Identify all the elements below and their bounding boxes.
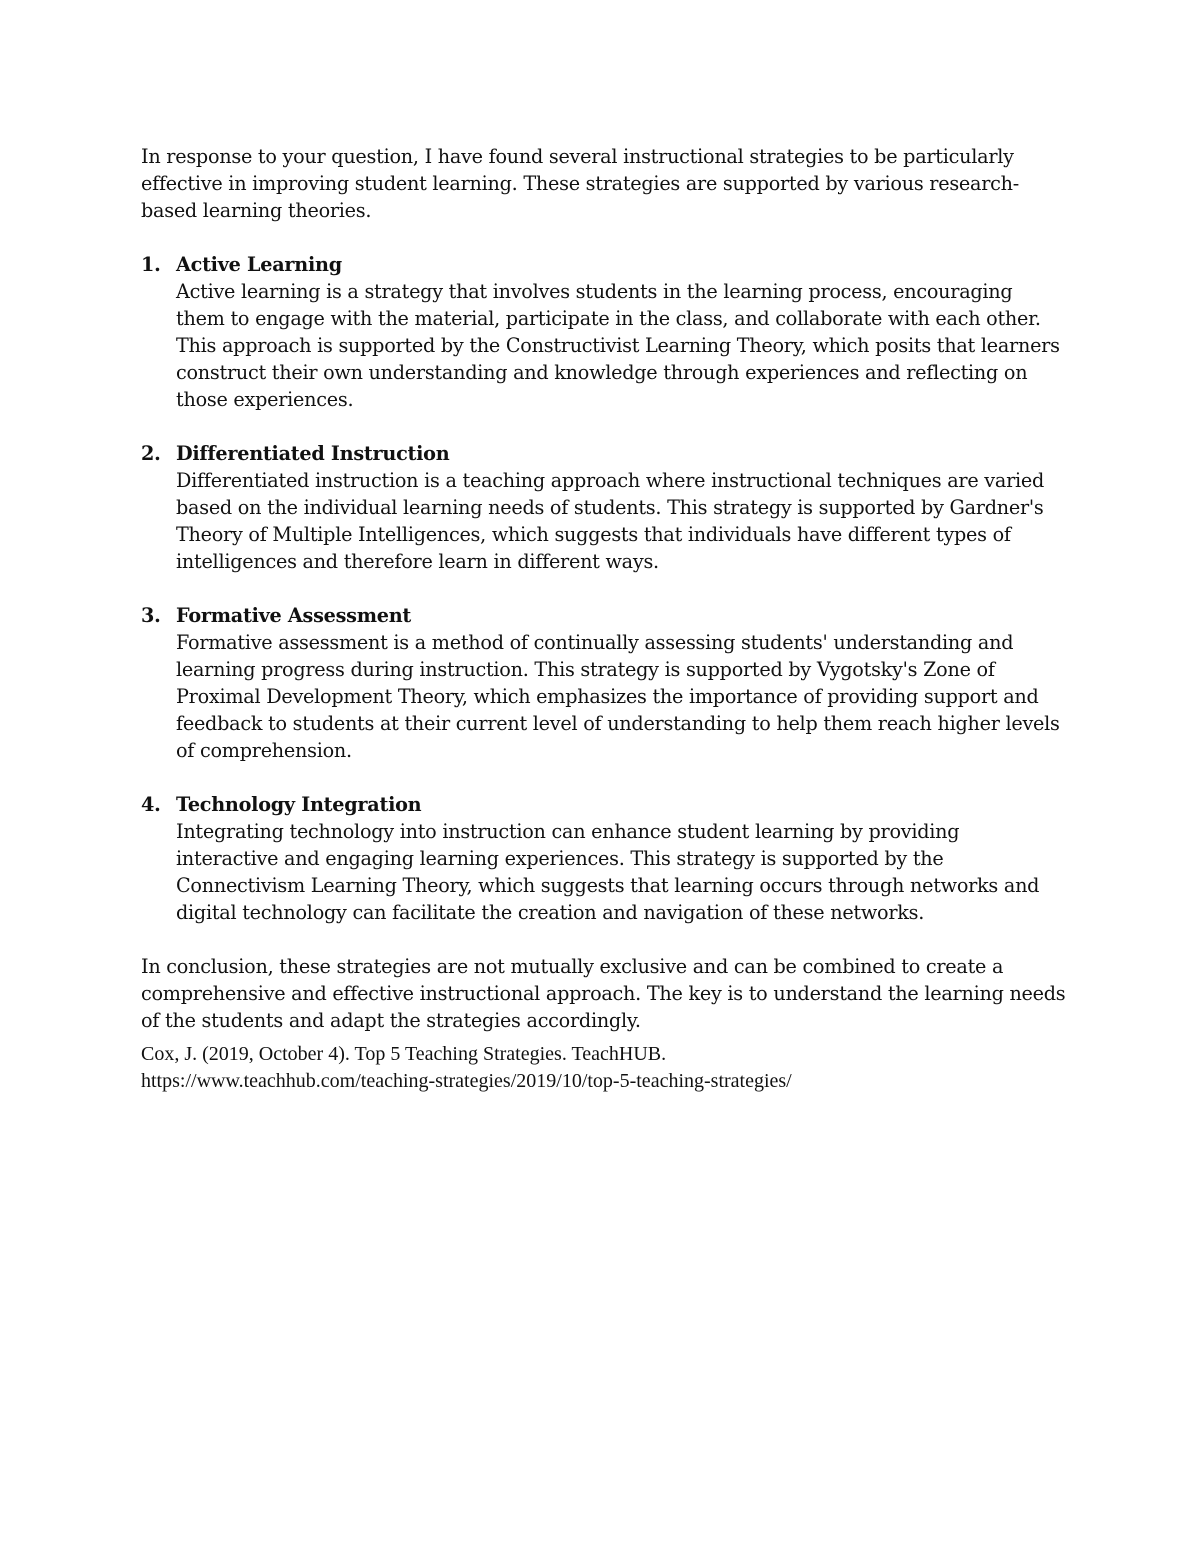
citation <box>141 1041 1066 1095</box>
document-body <box>141 143 1066 1095</box>
strategy-heading: Differentiated Instruction <box>176 442 450 465</box>
strategy-description: Active learning is a strategy that involves students in the learning process, encouraging them to engage with the material, participate in the class, and collaborate with each other. This approach is supported by the Constructivist Learning Theory, which posits that learners construct their own understanding and knowledge through experiences and reflecting on those experiences. <box>176 280 1060 411</box>
list-number: 4. <box>141 793 161 816</box>
intro-paragraph: In response to your question, I have found several instructional strategies to be particularly effective in improving student learning. These strategies are supported by various research-based learning theories. <box>141 145 1019 222</box>
strategy-list <box>141 251 1066 926</box>
strategy-item-differentiated-instruction <box>141 440 1066 575</box>
strategy-item-active-learning <box>141 251 1066 413</box>
list-number: 1. <box>141 253 161 276</box>
citation-url: https://www.teachhub.com/teaching-strategies/2019/10/top-5-teaching-strategies/ <box>141 1070 792 1092</box>
strategy-heading: Formative Assessment <box>176 604 412 627</box>
strategy-description: Formative assessment is a method of continually assessing students' understanding and learning progress during instruction. This strategy is supported by Vygotsky's Zone of Proximal Development Theory, which emphasizes the importance of providing support and feedback to students at their current level of understanding to help them reach higher levels of comprehension. <box>176 631 1060 762</box>
citation-reference: Cox, J. (2019, October 4). Top 5 Teaching Strategies. TeachHUB. <box>141 1043 667 1065</box>
conclusion-paragraph: In conclusion, these strategies are not mutually exclusive and can be combined to create a comprehensive and effective instructional approach. The key is to understand the learning needs of the students and adapt the strategies accordingly. <box>141 955 1066 1032</box>
list-number: 3. <box>141 604 161 627</box>
strategy-description: Integrating technology into instruction can enhance student learning by providing interactive and engaging learning experiences. This strategy is supported by the Connectivism Learning Theory, which suggests that learning occurs through networks and digital technology can facilitate the creation and navigation of these networks. <box>176 820 1040 924</box>
strategy-item-technology-integration <box>141 791 1066 926</box>
list-number: 2. <box>141 442 161 465</box>
strategy-description: Differentiated instruction is a teaching approach where instructional techniques are varied based on the individual learning needs of students. This strategy is supported by Gardner's Theory of Multiple Intelligences, which suggests that individuals have different types of intelligences and therefore learn in different ways. <box>176 469 1045 573</box>
strategy-heading: Active Learning <box>176 253 342 276</box>
strategy-heading: Technology Integration <box>176 793 422 816</box>
strategy-item-formative-assessment <box>141 602 1066 764</box>
